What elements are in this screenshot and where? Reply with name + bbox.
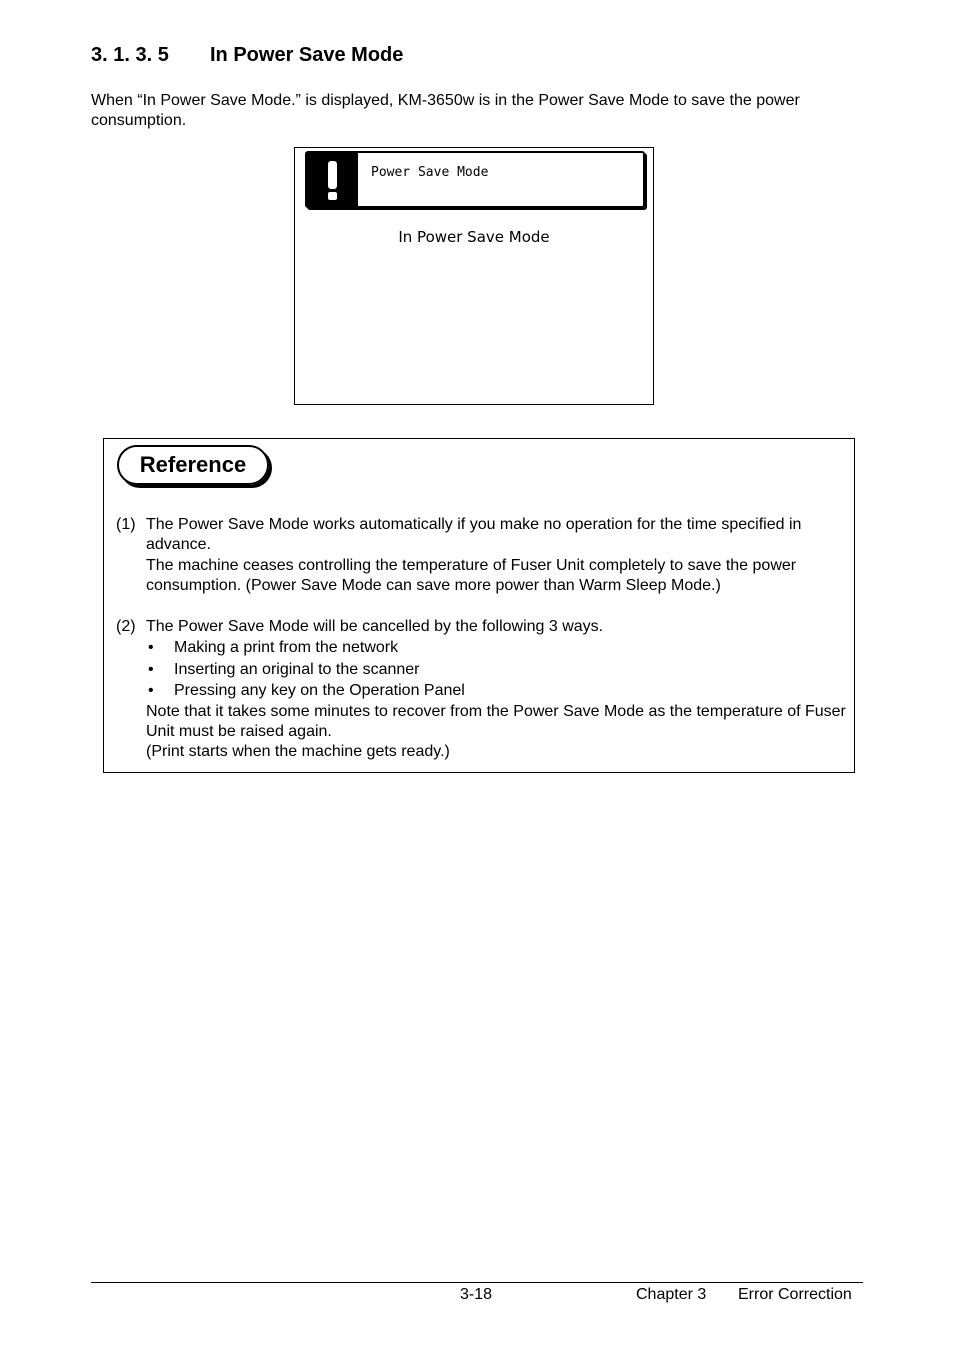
page-number: 3-18 bbox=[460, 1286, 493, 1303]
list-item: • Inserting an original to the scanner bbox=[146, 659, 846, 681]
footer-divider bbox=[91, 1282, 863, 1283]
screen-header bbox=[305, 151, 645, 208]
cancel-methods-list bbox=[146, 637, 846, 702]
screen-title: Power Save Mode bbox=[371, 165, 489, 180]
bullet-icon: • bbox=[148, 639, 154, 657]
list-item: • Pressing any key on the Operation Panel bbox=[146, 680, 846, 702]
item-text: The Power Save Mode works automatically if you make no operation for the time specified in advance. bbox=[146, 516, 802, 554]
item-text: The Power Save Mode will be cancelled by the following 3 ways. bbox=[146, 617, 604, 635]
section-number: 3. 1. 3. 5 bbox=[91, 44, 169, 66]
reference-box bbox=[103, 438, 855, 773]
list-item: • Making a print from the network bbox=[146, 637, 846, 659]
chapter-label: Chapter 3 bbox=[636, 1286, 707, 1303]
intro-paragraph: When “In Power Save Mode.” is displayed, KM-3650w is in the Power Save Mode to save the power consumption. bbox=[91, 92, 800, 129]
screen-message: In Power Save Mode bbox=[398, 228, 550, 246]
reference-badge: Reference bbox=[117, 445, 269, 485]
section-heading bbox=[91, 44, 403, 67]
item-marker: (1) bbox=[116, 516, 136, 533]
bullet-icon: • bbox=[148, 660, 154, 678]
reference-item-1 bbox=[116, 515, 846, 597]
section-title: In Power Save Mode bbox=[210, 44, 404, 66]
item-text: The machine ceases controlling the temperature of Fuser Unit completely to save the power consumption. (Power Save Mode can save more power than Warm Sleep Mode.) bbox=[146, 556, 797, 595]
bullet-icon: • bbox=[148, 682, 154, 700]
note-text: (Print starts when the machine gets ready.) bbox=[146, 743, 450, 761]
chapter-title: Error Correction bbox=[738, 1286, 852, 1303]
reference-content bbox=[116, 515, 846, 763]
item-marker: (2) bbox=[116, 617, 136, 635]
reference-item-2 bbox=[116, 617, 846, 763]
exclamation-icon bbox=[307, 153, 358, 206]
panel-screen-illustration bbox=[294, 147, 654, 405]
note-text: Note that it takes some minutes to recover from the Power Save Mode as the temperature of Fuser Unit must be raised again. bbox=[146, 702, 846, 740]
